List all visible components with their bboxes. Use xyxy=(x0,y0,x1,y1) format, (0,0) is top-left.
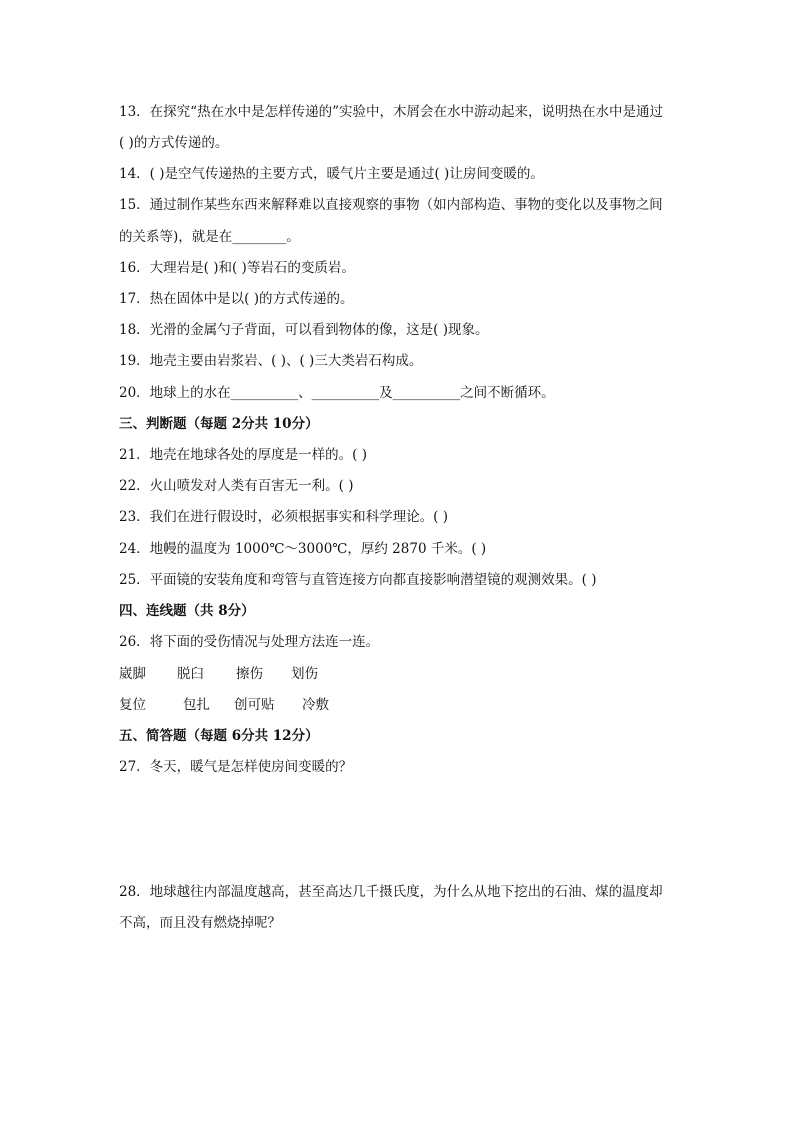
treatment-item: 冷敷 xyxy=(302,697,329,713)
question-28-line-1: 28．地球越往内部温度越高，甚至高达几千摄氏度，为什么从地下挖出的石油、煤的温度却 xyxy=(119,884,663,900)
injury-list xyxy=(119,664,689,684)
question-27: 27．冬天，暖气是怎样使房间变暖的？ xyxy=(119,759,353,775)
question-13-line-2: ( )的方式传递的。 xyxy=(119,135,229,151)
question-28-line-2: 不高，而且没有燃烧掉呢？ xyxy=(119,915,281,931)
question-19: 19．地壳主要由岩浆岩、( )、( )三大类岩石构成。 xyxy=(119,353,423,369)
question-13-line-1: 13．在探究“热在水中是怎样传递的”实验中，木屑会在水中游动起来，说明热在水中是通过 xyxy=(119,104,663,120)
treatment-list xyxy=(119,695,689,715)
section-3-title: 三、判断题（每题 2分共 10分） xyxy=(119,416,319,432)
question-23: 23．我们在进行假设时，必须根据事实和科学理论。( ) xyxy=(119,509,449,525)
injury-item: 划伤 xyxy=(291,666,318,682)
injury-item: 脱臼 xyxy=(177,666,204,682)
question-26: 26．将下面的受伤情况与处理方法连一连。 xyxy=(119,634,380,650)
treatment-item: 创可贴 xyxy=(234,697,275,713)
section-5-title: 五、简答题（每题 6分共 12分） xyxy=(119,728,319,744)
question-25: 25．平面镜的安装角度和弯管与直管连接方向都直接影响潜望镜的观测效果。( ) xyxy=(119,572,597,588)
question-17: 17．热在固体中是以( )的方式传递的。 xyxy=(119,291,354,307)
question-14: 14．( )是空气传递热的主要方式，暖气片主要是通过( )让房间变暖的。 xyxy=(119,166,544,182)
treatment-item: 包扎 xyxy=(183,697,210,713)
question-20: 20．地球上的水在__________、__________及__________之间不断循环。 xyxy=(119,385,555,401)
question-18: 18．光滑的金属勺子背面，可以看到物体的像，这是( )现象。 xyxy=(119,322,489,338)
section-4-title: 四、连线题（共 8分） xyxy=(119,603,255,619)
injury-item: 擦伤 xyxy=(236,666,263,682)
question-16: 16．大理岩是( )和( )等岩石的变质岩。 xyxy=(119,260,355,276)
treatment-item: 复位 xyxy=(119,697,146,713)
question-15-line-1: 15．通过制作某些东西来解释难以直接观察的事物（如内部构造、事物的变化以及事物之间 xyxy=(119,197,663,213)
question-24: 24．地幔的温度为 1000℃～3000℃，厚约 2870 千米。( ) xyxy=(119,541,487,557)
question-21: 21．地壳在地球各处的厚度是一样的。( ) xyxy=(119,447,368,463)
injury-item: 崴脚 xyxy=(119,666,146,682)
question-15-line-2: 的关系等)，就是在________。 xyxy=(119,229,300,245)
question-22: 22．火山喷发对人类有百害无一利。( ) xyxy=(119,478,354,494)
